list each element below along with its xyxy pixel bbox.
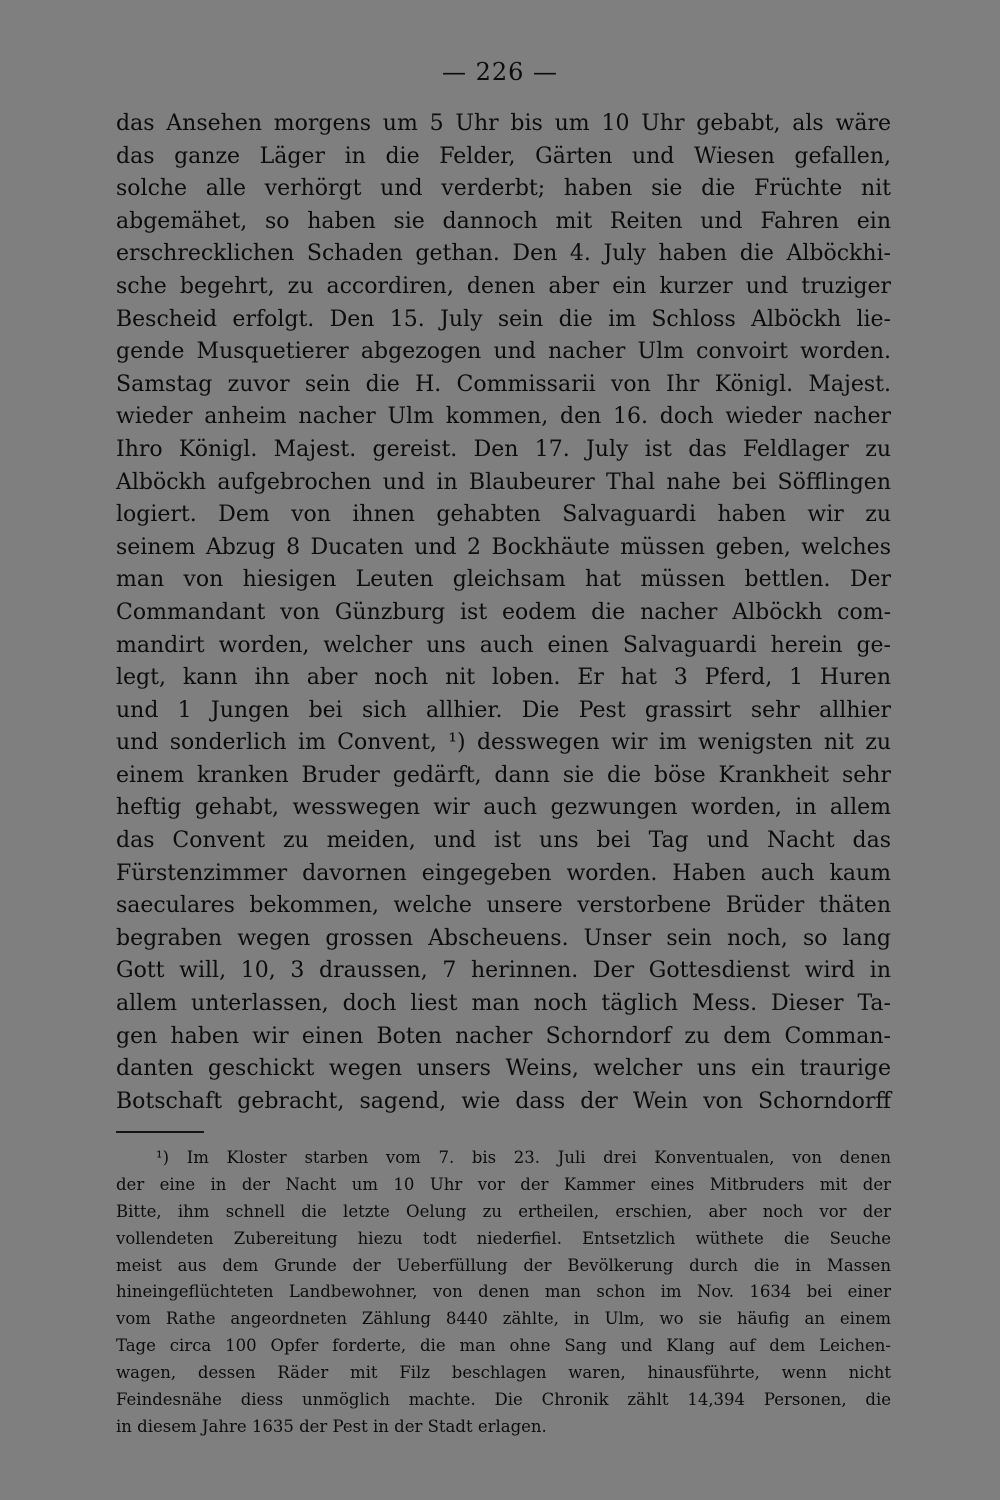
text-line: legt, kann ihn aber noch nit loben. Er hat 3 Pferd, 1 Huren [116, 665, 891, 691]
text-line: man von hiesigen Leuten gleichsam hat müssen bettlen. Der [116, 567, 891, 593]
text-line: sche begehrt, zu accordiren, denen aber ein kurzer und truziger [116, 273, 891, 299]
footnote [116, 1145, 891, 1441]
footnote-divider [116, 1131, 204, 1133]
footnote-line: meist aus dem Grunde der Ueberfüllung der Bevölkerung durch die in Massen [116, 1255, 891, 1275]
text-line: heftig gehabt, wesswegen wir auch gezwungen worden, in allem [116, 795, 891, 821]
footnote-line: ¹) Im Kloster starben vom 7. bis 23. Juli drei Konventualen, von denen [156, 1148, 891, 1167]
text-line: gen haben wir einen Boten nacher Schorndorf zu dem Comman- [116, 1023, 891, 1049]
footnote-line: wagen, dessen Räder mit Filz beschlagen waren, hinausführte, wenn nicht [116, 1363, 891, 1383]
text-line: das Convent zu meiden, und ist uns bei Tag und Nacht das [116, 828, 891, 854]
main-text [116, 108, 891, 1118]
text-line: das Ansehen morgens um 5 Uhr bis um 10 Uhr gebabt, als wäre [116, 111, 891, 136]
footnote-line: der eine in der Nacht um 10 Uhr vor der Kammer eines Mitbruders mit der [116, 1174, 891, 1194]
page-number: — 226 — [441, 58, 559, 86]
footnote-line: hineingeflüchteten Landbewohner, von denen man schon im Nov. 1634 bei einer [116, 1282, 891, 1302]
text-line: Ihro Königl. Majest. gereist. Den 17. July ist das Feldlager zu [116, 436, 891, 462]
footnote-line: vom Rathe angeordneten Zählung 8440 zählte, in Ulm, wo sie häufig an einem [116, 1309, 891, 1329]
text-line: danten geschickt wegen unsers Weins, welcher uns ein traurige [116, 1056, 891, 1082]
text-line: Commandant von Günzburg ist eodem die nacher Alböckh com- [116, 599, 891, 625]
text-line: das ganze Läger in die Felder, Gärten und Wiesen gefallen, [116, 143, 891, 169]
text-line: einem kranken Bruder gedärft, dann sie die böse Krankheit sehr [116, 762, 891, 788]
text-line: Bescheid erfolgt. Den 15. July sein die im Schloss Alböckh lie- [116, 306, 891, 332]
text-line: Gott will, 10, 3 draussen, 7 herinnen. Der Gottesdienst wird in [116, 958, 891, 984]
text-line: mandirt worden, welcher uns auch einen Salvaguardi herein ge- [116, 632, 891, 658]
text-line: Fürstenzimmer davornen eingegeben worden. Haben auch kaum [116, 860, 891, 886]
footnote-line: Tage circa 100 Opfer forderte, die man ohne Sang und Klang auf dem Leichen- [116, 1336, 891, 1356]
text-line: Samstag zuvor sein die H. Commissarii von Ihr Königl. Majest. [116, 371, 891, 397]
text-line: abgemähet, so haben sie dannoch mit Reiten und Fahren ein [116, 208, 891, 234]
text-line: gende Musquetierer abgezogen und nacher Ulm convoirt worden. [116, 339, 891, 365]
text-line-with-footnote-ref: und sonderlich im Convent, ¹) desswegen wir im wenigsten nit zu [116, 730, 891, 756]
text-line: allem unterlassen, doch liest man noch täglich Mess. Dieser Ta- [116, 991, 891, 1017]
text-line: saeculares bekommen, welche unsere verstorbene Brüder thäten [116, 893, 891, 919]
footnote-line: in diesem Jahre 1635 der Pest in der Stadt erlagen. [116, 1416, 547, 1436]
text-line: begraben wegen grossen Abscheuens. Unser sein noch, so lang [116, 925, 891, 951]
text-line: solche alle verhörgt und verderbt; haben sie die Früchte nit [116, 176, 891, 202]
text-line: wieder anheim nacher Ulm kommen, den 16. doch wieder nacher [116, 404, 891, 430]
text-line: Botschaft gebracht, sagend, wie dass der Wein von Schorndorff [116, 1088, 891, 1114]
text-line: erschrecklichen Schaden gethan. Den 4. July haben die Alböckhi- [116, 241, 891, 267]
footnote-line: vollendeten Zubereitung hiezu todt niederfiel. Entsetzlich wüthete die Seuche [116, 1228, 891, 1248]
text-line: logiert. Dem von ihnen gehabten Salvaguardi haben wir zu [116, 502, 891, 528]
text-line: seinem Abzug 8 Ducaten und 2 Bockhäute müssen geben, welches [116, 534, 891, 560]
footnote-line: Feindesnähe diess unmöglich machte. Die Chronik zählt 14,394 Personen, die [116, 1390, 891, 1410]
text-line: Alböckh aufgebrochen und in Blaubeurer Thal nahe bei Söfflingen [116, 469, 891, 495]
footnote-line: Bitte, ihm schnell die letzte Oelung zu ertheilen, erschien, aber noch vor der [116, 1201, 891, 1221]
text-line: und 1 Jungen bei sich allhier. Die Pest grassirt sehr allhier [116, 697, 891, 723]
